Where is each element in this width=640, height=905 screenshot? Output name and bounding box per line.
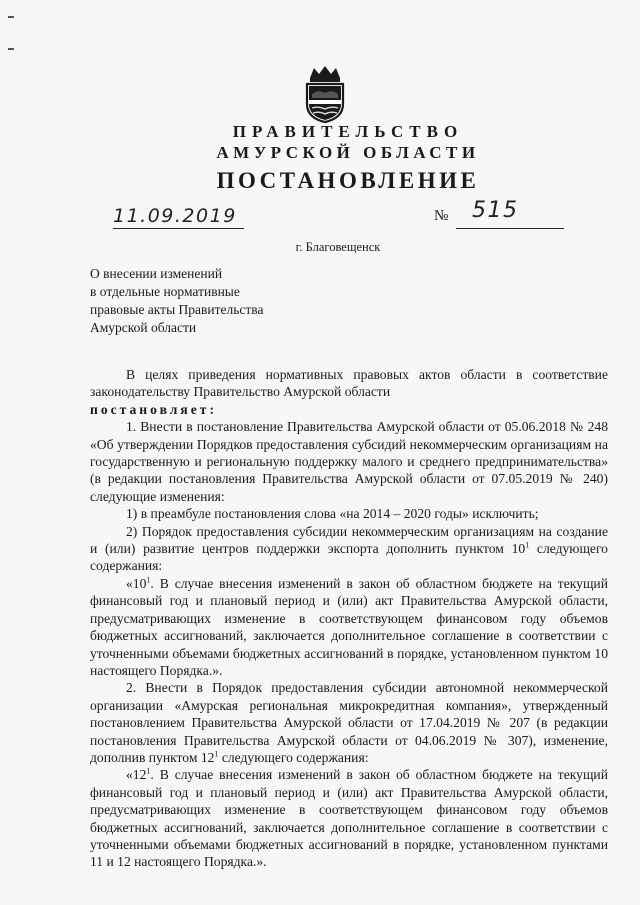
superscript: 1 [525,540,530,550]
region-title: АМУРСКОЙ ОБЛАСТИ [216,143,480,162]
paragraph-1-item-2 [90,523,608,575]
number-underline [456,228,564,229]
document-type: ПОСТАНОВЛЕНИЕ [216,168,480,193]
item-2-text: 2) Порядок предоставления субсидии некоммерческим организациям на создание и (или) развитие центров поддержки экспорта дополнить пунктом 10 [90,523,608,557]
scan-artifact [8,16,14,18]
paragraph-1: 1. Внести в постановление Правительства Амурской области от 05.06.2018 № 248 «Об утверждении Порядков предоставления субсидий некоммерческим организациям на государственную и региональную поддержку малого и среднего предпринимательства» (в редакции постановления Правительства Амурской области от 07.05.2019 № 240) следующие изменения: [90,419,608,504]
paragraph-2 [90,679,608,766]
paragraph-2-text: 2. Внести в Порядок предоставления субсидии автономной некоммерческой организации «Амурская региональная микрокредитная компания», утвержденный постановлением Правительства Амурской области от 17.04.2019 № 207 (в редакции постановления Правительства Амурской области от 04.06.2019 № 307), изменение, дополнив пунктом 12 [90,680,608,765]
paragraph-1-item-1: 1) в преамбуле постановления слова «на 2014 – 2020 годы» исключить; [126,506,539,522]
date-underline [113,228,244,229]
quote-start: «12 [126,767,147,783]
document-subject [90,265,263,337]
quote-12-1 [90,766,608,870]
scan-artifact [8,48,14,50]
subject-line: Амурской области [90,320,197,335]
quote-text: . В случае внесения изменений в закон об областном бюджете на текущий финансовый год и плановый период и (или) акт Правительства Амурской области, предусматривающих изменение в соответствующем финансовом году объемов бюджетных ассигнований, заключается дополнительное соглашение в соответствии с уточненными объемами бюджетных ассигнований в порядке, установленном пунктом 10 настоящего Порядка.». [90,575,608,678]
quote-10-1 [90,575,608,679]
superscript: 1 [214,749,219,759]
document-body [90,366,608,871]
superscript: 1 [146,766,151,776]
paragraph-2-tail: следующего содержания: [218,749,369,765]
quote-text: . В случае внесения изменений в закон об областном бюджете на текущий финансовый год и плановый период и (или) акт Правительства Амурской области, предусматривающих изменение в соответствующем финансовом году объемов бюджетных ассигнований, заключается дополнительное соглашение в соответствии с уточненными объемами бюджетных ассигнований в порядке, установленном пунктами 11 и 12 настоящего Порядка.». [90,767,608,870]
subject-line: правовые акты Правительства [90,302,264,317]
document-number: 515 [472,198,519,223]
subject-line: О внесении изменений [90,266,223,281]
subject-line: в отдельные нормативные [90,284,240,299]
city: г. Благовещенск [295,240,381,254]
preamble: В целях приведения нормативных правовых актов области в соответствие законодательству Правительство Амурской области [90,367,608,400]
item-2-tail: следующего содержания: [90,541,608,574]
number-sign: № [434,208,449,224]
coat-of-arms-icon [300,64,350,124]
superscript: 1 [146,575,151,585]
government-title: ПРАВИТЕЛЬСТВО [232,122,464,141]
resolves-label: постановляет: [90,401,217,417]
quote-start: «10 [126,575,147,591]
document-date: 11.09.2019 [113,205,237,227]
